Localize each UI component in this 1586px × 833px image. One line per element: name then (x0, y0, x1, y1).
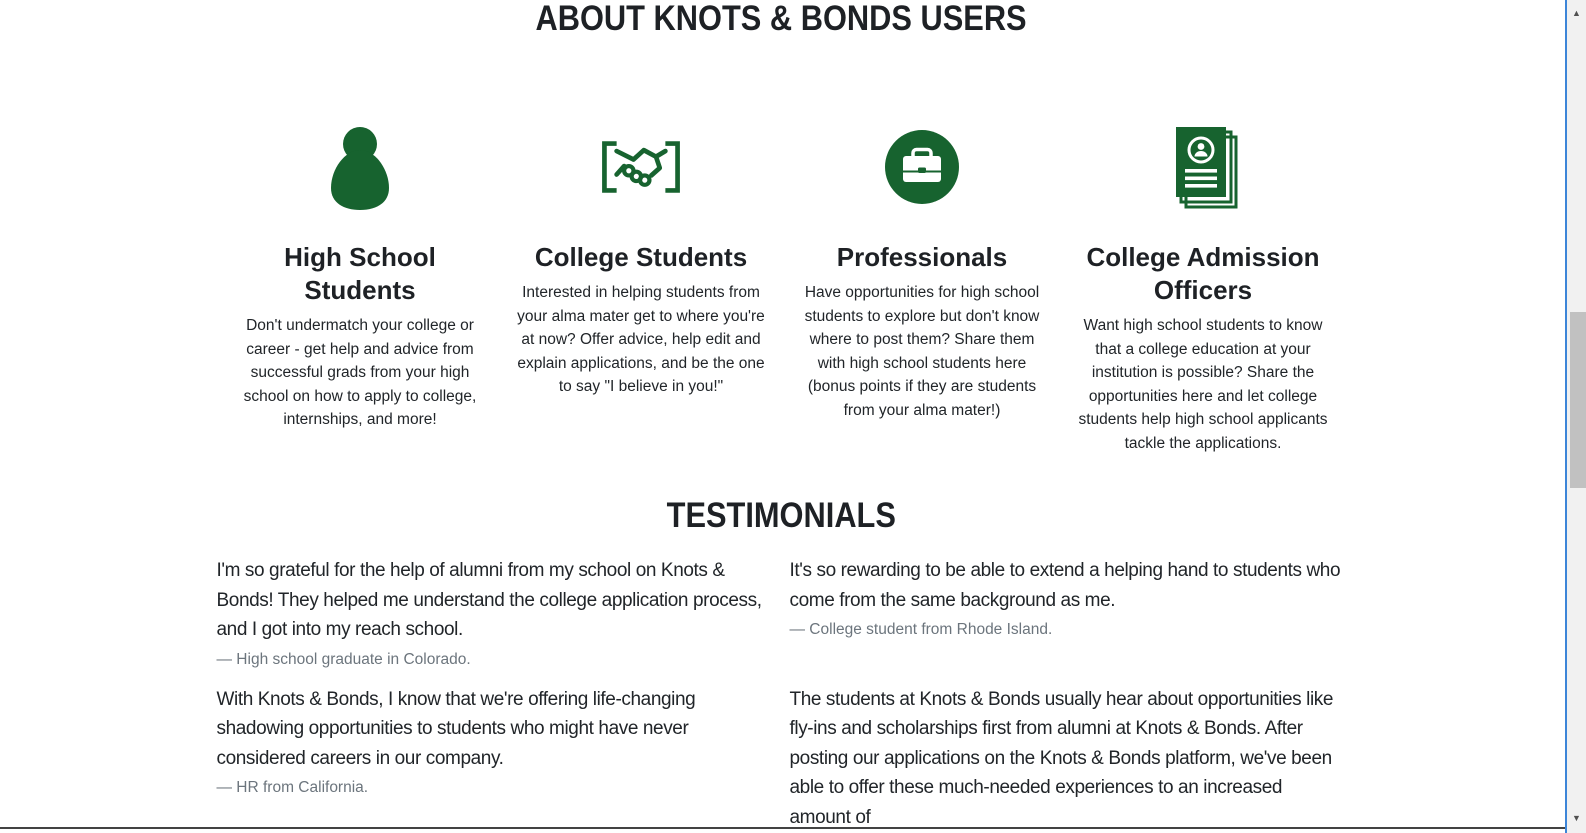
testimonials-title-text: TESTIMONIALS (666, 496, 897, 535)
testimonial-item (217, 556, 774, 671)
user-type-college-students (501, 122, 782, 399)
user-type-description: Have opportunities for high school students to explore but don't know where to post them? Share them with high school students here (bonus points if they are students from your alma mater!) (804, 284, 1040, 419)
user-type-college-admission-officers (1063, 122, 1344, 455)
window-bottom-border (0, 827, 1565, 829)
testimonial-quote: With Knots & Bonds, I know that we're offering life-changing shadowing opportunities to students who might have never considered careers in our company. (216, 688, 696, 769)
testimonials-title (0, 497, 1563, 535)
documents-icon (1077, 122, 1330, 212)
user-type-professionals (782, 122, 1063, 422)
user-type-description: Interested in helping students from your alma mater get to where you're at now? Offer advice, help edit and explain applications, and be the one to say "I believe in you!" (517, 284, 765, 395)
testimonials-section (0, 497, 1563, 833)
briefcase-icon (796, 122, 1049, 212)
testimonial-attribution: — HR from California. (216, 779, 369, 796)
user-type-title: Professionals (836, 242, 1008, 272)
user-type-description: Want high school students to know that a college education at your institution is possible? Share the opportunities here and let college students help high school applicants tackle the applications. (1078, 317, 1328, 452)
user-types-row (220, 122, 1344, 455)
testimonial-quote: It's so rewarding to be able to extend a helping hand to students who come from the same background as me. (789, 560, 1341, 611)
person-icon (234, 122, 487, 212)
testimonial-quote: I'm so grateful for the help of alumni from my school on Knots & Bonds! They helped me understand the college application process, and I got into my reach school. (216, 560, 762, 640)
about-users-title (0, 0, 1563, 38)
scrollbar-up-arrow-icon[interactable]: ▲ (1572, 8, 1581, 18)
handshake-icon (515, 122, 768, 212)
user-type-title: College Admission Officers (1086, 242, 1320, 305)
testimonial-attribution: — College student from Rhode Island. (789, 621, 1053, 638)
user-type-title: College Students (534, 242, 748, 272)
testimonial-item (790, 556, 1347, 641)
scrollbar-down-arrow-icon[interactable]: ▼ (1572, 813, 1581, 823)
testimonial-quote: The students at Knots & Bonds usually hear about opportunities like fly-ins and scholarships first from alumni at Knots & Bonds. After posting our applications on the Knots & Bonds platform, we've been able to offer these much-needed experiences to an increased amount of (789, 688, 1334, 828)
scrollbar-thumb[interactable] (1570, 312, 1586, 488)
user-type-description: Don't undermatch your college or career - get help and advice from successful grads from your high school on how to apply to college, internships, and more! (243, 317, 477, 428)
testimonial-grid (217, 556, 1347, 833)
testimonial-attribution: — High school graduate in Colorado. (216, 650, 471, 668)
testimonial-item (217, 685, 774, 800)
testimonial-item (790, 685, 1347, 833)
user-type-title: High School Students (284, 242, 436, 305)
user-type-high-school-students (220, 122, 501, 432)
about-users-title-text: ABOUT KNOTS & BONDS USERS (535, 0, 1028, 38)
vertical-scrollbar[interactable] (1565, 0, 1586, 833)
